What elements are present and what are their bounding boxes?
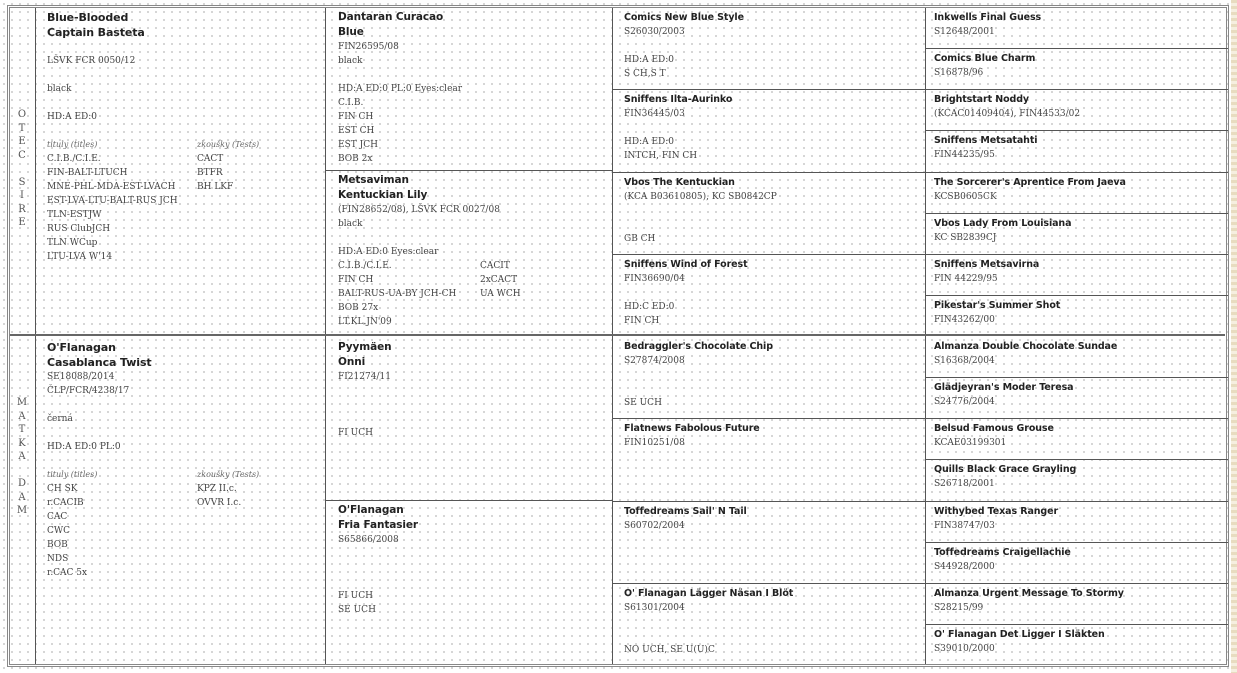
- divider: [925, 542, 1228, 543]
- dam-color: černá: [47, 414, 73, 424]
- dam-reg2: ČLP/FCR/4238/17: [47, 386, 130, 396]
- sire-cell: [47, 10, 322, 332]
- gen2-name-line1: Metsaviman: [338, 174, 409, 186]
- gen4-name: The Sorcerer's Aprentice From Jaeva: [934, 177, 1126, 188]
- gen4-cell: [934, 11, 1219, 47]
- gen4-reg: S16878/96: [934, 68, 984, 78]
- gen3-reg: FIN36445/03: [624, 109, 685, 119]
- gen3-health: HD:C ED:0: [624, 302, 675, 312]
- gen4-reg: S24776/2004: [934, 397, 995, 407]
- side-letter: K: [18, 437, 26, 449]
- dam-health: HD:A ED:0 PL:0: [47, 442, 121, 452]
- gen3-name: O' Flanagan Lägger Näsan I Blöt: [624, 588, 794, 599]
- gen4-reg: FIN 44229/95: [934, 274, 998, 284]
- gen4-name: Withybed Texas Ranger: [934, 506, 1059, 517]
- side-letter: M: [16, 505, 28, 516]
- gen2-name-line1: O'Flanagan: [338, 504, 404, 516]
- side-label-sire: [12, 108, 32, 230]
- gen4-reg: S44928/2000: [934, 562, 995, 572]
- sire-reg: LŠVK FCR 0050/12: [47, 56, 136, 66]
- gen2-name-line2: Fria Fantasier: [338, 519, 418, 531]
- gen4-reg: S39010/2000: [934, 644, 995, 654]
- gen4-cell: [934, 340, 1219, 376]
- gen2-name-line2: Kentuckian Lily: [338, 189, 428, 201]
- gen2-color: black: [338, 219, 363, 229]
- gen3-name: Comics New Blue Style: [624, 12, 744, 23]
- side-letter: I: [20, 190, 24, 201]
- title-item: BALT-RUS-UA-BY JCH-CH: [338, 289, 457, 299]
- gen2-name-line1: Pyymäen: [338, 341, 392, 353]
- gen4-name: Glädjeyran's Moder Teresa: [934, 382, 1074, 393]
- gen4-cell: [934, 299, 1219, 335]
- gen2-cell-sire-sire: [338, 10, 608, 168]
- title-item: SE UCH: [338, 605, 376, 615]
- gen3-cell: [624, 93, 920, 169]
- gen4-cell: [934, 422, 1219, 458]
- divider: [925, 418, 1228, 419]
- divider: [925, 89, 1228, 90]
- gen4-reg: S12648/2001: [934, 27, 995, 37]
- divider: [925, 377, 1228, 378]
- divider: [925, 501, 1228, 502]
- divider: [612, 418, 925, 419]
- title-item: RUS ClubJCH: [47, 224, 111, 234]
- title-item: EST-LVA-LTU-BALT-RUS JCH: [47, 196, 178, 206]
- test-item: 2xCACT: [480, 275, 518, 285]
- divider: [612, 8, 613, 664]
- side-letter: A: [18, 410, 26, 422]
- title-item: NDS: [47, 554, 69, 564]
- gen4-name: Brightstart Noddy: [934, 94, 1029, 105]
- gen3-cell: [624, 258, 920, 334]
- title-item: C.I.B./C.I.E.: [47, 154, 101, 164]
- gen4-reg: KC SB2839CJ: [934, 233, 997, 243]
- title-item: FIN CH: [338, 275, 374, 285]
- divider: [925, 459, 1228, 460]
- decorative-border: [1231, 0, 1237, 673]
- title-item: LTU-LVA W'14: [47, 252, 113, 262]
- dam-titles-label: tituly (titles): [47, 470, 98, 479]
- divider: [612, 172, 925, 173]
- divider: [612, 254, 925, 255]
- gen4-name: Vbos Lady From Louisiana: [934, 218, 1072, 229]
- title-item: EST CH: [338, 126, 375, 136]
- gen2-reg: FIN26595/08: [338, 42, 399, 52]
- side-letter: [12, 162, 32, 176]
- title-item: LT.KL.JN'09: [338, 317, 392, 327]
- sire-titles-label: tituly (titles): [47, 140, 98, 149]
- test-item: BH LKF: [197, 182, 234, 192]
- gen3-titles: GB CH: [624, 234, 656, 244]
- gen4-reg: S16368/2004: [934, 356, 995, 366]
- divider: [325, 500, 612, 501]
- divider: [325, 170, 612, 171]
- title-item: CAC: [47, 512, 68, 522]
- test-item: CACIT: [480, 261, 510, 271]
- gen2-reg: S65866/2008: [338, 535, 399, 545]
- dam-reg1: SE18088/2014: [47, 372, 115, 382]
- gen2-color: black: [338, 56, 363, 66]
- gen4-cell: [934, 505, 1219, 541]
- side-letter: [12, 464, 32, 478]
- title-item: FIN CH: [338, 112, 374, 122]
- gen4-name: Comics Blue Charm: [934, 53, 1036, 64]
- gen4-name: O' Flanagan Det Ligger I Släkten: [934, 629, 1105, 640]
- gen4-reg: FIN44235/95: [934, 150, 995, 160]
- gen4-cell: [934, 258, 1219, 294]
- gen4-name: Toffedreams Craigellachie: [934, 547, 1071, 558]
- side-letter: E: [18, 217, 26, 228]
- side-letter: T: [18, 424, 26, 435]
- gen3-cell: [624, 505, 920, 581]
- side-letter: M: [16, 397, 28, 408]
- gen3-titles: FIN CH: [624, 316, 660, 326]
- gen3-titles: INTCH, FIN CH: [624, 151, 698, 161]
- side-letter: A: [18, 491, 26, 503]
- title-item: BOB 27x: [338, 303, 379, 313]
- title-item: FI UCH: [338, 591, 373, 601]
- gen4-reg: KCSB0605CK: [934, 192, 997, 202]
- side-letter: C: [18, 149, 26, 161]
- gen3-cell: [624, 11, 920, 87]
- title-item: BOB: [47, 540, 68, 550]
- test-item: KPZ II.c.: [197, 484, 237, 494]
- gen4-reg: S26718/2001: [934, 479, 995, 489]
- gen4-reg: (KCAC01409404), FIN44533/02: [934, 109, 1081, 119]
- title-item: C.I.B.: [338, 98, 364, 108]
- gen2-reg: (FIN28652/08), LŠVK FCR 0027/08: [338, 205, 500, 215]
- side-letter: E: [18, 136, 26, 147]
- divider: [925, 172, 1228, 173]
- side-letter: A: [18, 451, 26, 462]
- title-item: FIN-BALT-LTUCH: [47, 168, 128, 178]
- title-item: EST JCH: [338, 140, 378, 150]
- dam-tests-label: zkoušky (Tests): [197, 470, 260, 479]
- divider: [925, 8, 926, 664]
- gen3-titles: S CH,S T: [624, 69, 666, 79]
- gen4-name: Pikestar's Summer Shot: [934, 300, 1061, 311]
- gen2-name-line1: Dantaran Curacao: [338, 11, 444, 23]
- gen3-reg: FIN10251/08: [624, 438, 685, 448]
- gen3-cell: [624, 340, 920, 416]
- gen3-titles: NO UCH, SE U(U)C: [624, 645, 715, 655]
- gen4-cell: [934, 52, 1219, 88]
- gen4-reg: FIN38747/03: [934, 521, 995, 531]
- title-item: TLN WCup: [47, 238, 98, 248]
- gen3-titles: SE UCH: [624, 398, 662, 408]
- dam-name-line2: Casablanca Twist: [47, 356, 152, 369]
- gen2-cell-dam-sire: [338, 340, 608, 498]
- sire-color: black: [47, 84, 72, 94]
- title-item: BOB 2x: [338, 154, 373, 164]
- test-item: CACT: [197, 154, 224, 164]
- side-letter: T: [18, 122, 26, 134]
- sire-health: HD:A ED:0: [47, 112, 98, 122]
- divider: [925, 295, 1228, 296]
- gen4-cell: [934, 381, 1219, 417]
- divider: [925, 624, 1228, 625]
- gen4-cell: [934, 134, 1219, 170]
- test-item: OVVR I.c.: [197, 498, 242, 508]
- gen3-name: Sniffens Wind of Forest: [624, 259, 748, 270]
- title-item: r.CAC 5x: [47, 568, 88, 578]
- gen4-cell: [934, 176, 1219, 212]
- title-item: MNE-PHL-MDA-EST-LVACH: [47, 182, 176, 192]
- gen2-name-line2: Blue: [338, 26, 364, 38]
- gen2-cell-dam-dam: [338, 503, 608, 661]
- gen4-cell: [934, 217, 1219, 253]
- title-item: CWC: [47, 526, 71, 536]
- divider: [925, 213, 1228, 214]
- gen3-name: Bedraggler's Chocolate Chip: [624, 341, 773, 352]
- gen3-name: Flatnews Fabolous Future: [624, 423, 760, 434]
- gen3-reg: S61301/2004: [624, 603, 685, 613]
- gen3-reg: S27874/2008: [624, 356, 685, 366]
- title-item: TLN-ESTJW: [47, 210, 102, 220]
- divider: [612, 583, 925, 584]
- gen4-reg: KCAE03199301: [934, 438, 1007, 448]
- gen4-cell: [934, 628, 1219, 664]
- divider: [612, 89, 925, 90]
- divider: [325, 8, 326, 664]
- title-item: CH SK: [47, 484, 78, 494]
- gen3-reg: S60702/2004: [624, 521, 685, 531]
- sire-tests-label: zkoušky (Tests): [197, 140, 260, 149]
- side-letter: R: [18, 203, 26, 215]
- gen3-name: Sniffens Ilta-Aurinko: [624, 94, 733, 105]
- gen4-cell: [934, 546, 1219, 582]
- gen2-name-line2: Onni: [338, 356, 366, 368]
- divider: [925, 254, 1228, 255]
- gen4-reg: FIN43262/00: [934, 315, 995, 325]
- gen4-name: Belsud Famous Grouse: [934, 423, 1054, 434]
- divider: [925, 583, 1228, 584]
- gen2-health: HD:A ED:0 Eyes:clear: [338, 247, 439, 257]
- title-item: FI UCH: [338, 428, 373, 438]
- gen3-health: HD:A ED:0: [624, 55, 675, 65]
- title-item: r.CACIB: [47, 498, 84, 508]
- test-item: UA WCH: [480, 289, 521, 299]
- gen3-reg: S26030/2003: [624, 27, 685, 37]
- gen3-cell: [624, 176, 920, 252]
- gen3-reg: FIN36690/04: [624, 274, 685, 284]
- gen4-cell: [934, 93, 1219, 129]
- sire-name-line1: Blue-Blooded: [47, 11, 129, 24]
- side-letter: S: [18, 176, 26, 188]
- gen3-cell: [624, 587, 920, 663]
- dam-cell: [47, 340, 322, 662]
- gen3-name: Vbos The Kentuckian: [624, 177, 735, 188]
- gen3-reg: (KCA B03610805), KC SB0842CP: [624, 192, 777, 202]
- divider: [35, 8, 36, 664]
- gen4-name: Sniffens Metsavirna: [934, 259, 1040, 270]
- side-letter: O: [17, 109, 27, 120]
- test-item: BTFR: [197, 168, 223, 178]
- divider: [925, 48, 1228, 49]
- divider: [925, 130, 1228, 131]
- gen2-health: HD:A ED:0 PL:0 Eyes:clear: [338, 84, 463, 94]
- gen2-reg: FI21274/11: [338, 372, 391, 382]
- gen3-health: HD:A ED:0: [624, 137, 675, 147]
- gen4-name: Almanza Urgent Message To Stormy: [934, 588, 1124, 599]
- title-item: C.I.B./C.I.E.: [338, 261, 392, 271]
- gen4-cell: [934, 463, 1219, 499]
- gen4-name: Sniffens Metsatahti: [934, 135, 1038, 146]
- gen4-name: Almanza Double Chocolate Sundae: [934, 341, 1118, 352]
- gen4-reg: S28215/99: [934, 603, 984, 613]
- side-label-dam: [12, 396, 32, 518]
- gen2-cell-sire-dam: [338, 173, 608, 331]
- gen4-name: Inkwells Final Guess: [934, 12, 1042, 23]
- sire-name-line2: Captain Basteta: [47, 26, 145, 39]
- gen4-cell: [934, 587, 1219, 623]
- divider: [612, 501, 925, 502]
- gen3-name: Toffedreams Sail' N Tail: [624, 506, 747, 517]
- dam-name-line1: O'Flanagan: [47, 341, 116, 354]
- gen3-cell: [624, 422, 920, 498]
- gen4-name: Quills Black Grace Grayling: [934, 464, 1077, 475]
- side-letter: D: [17, 478, 27, 489]
